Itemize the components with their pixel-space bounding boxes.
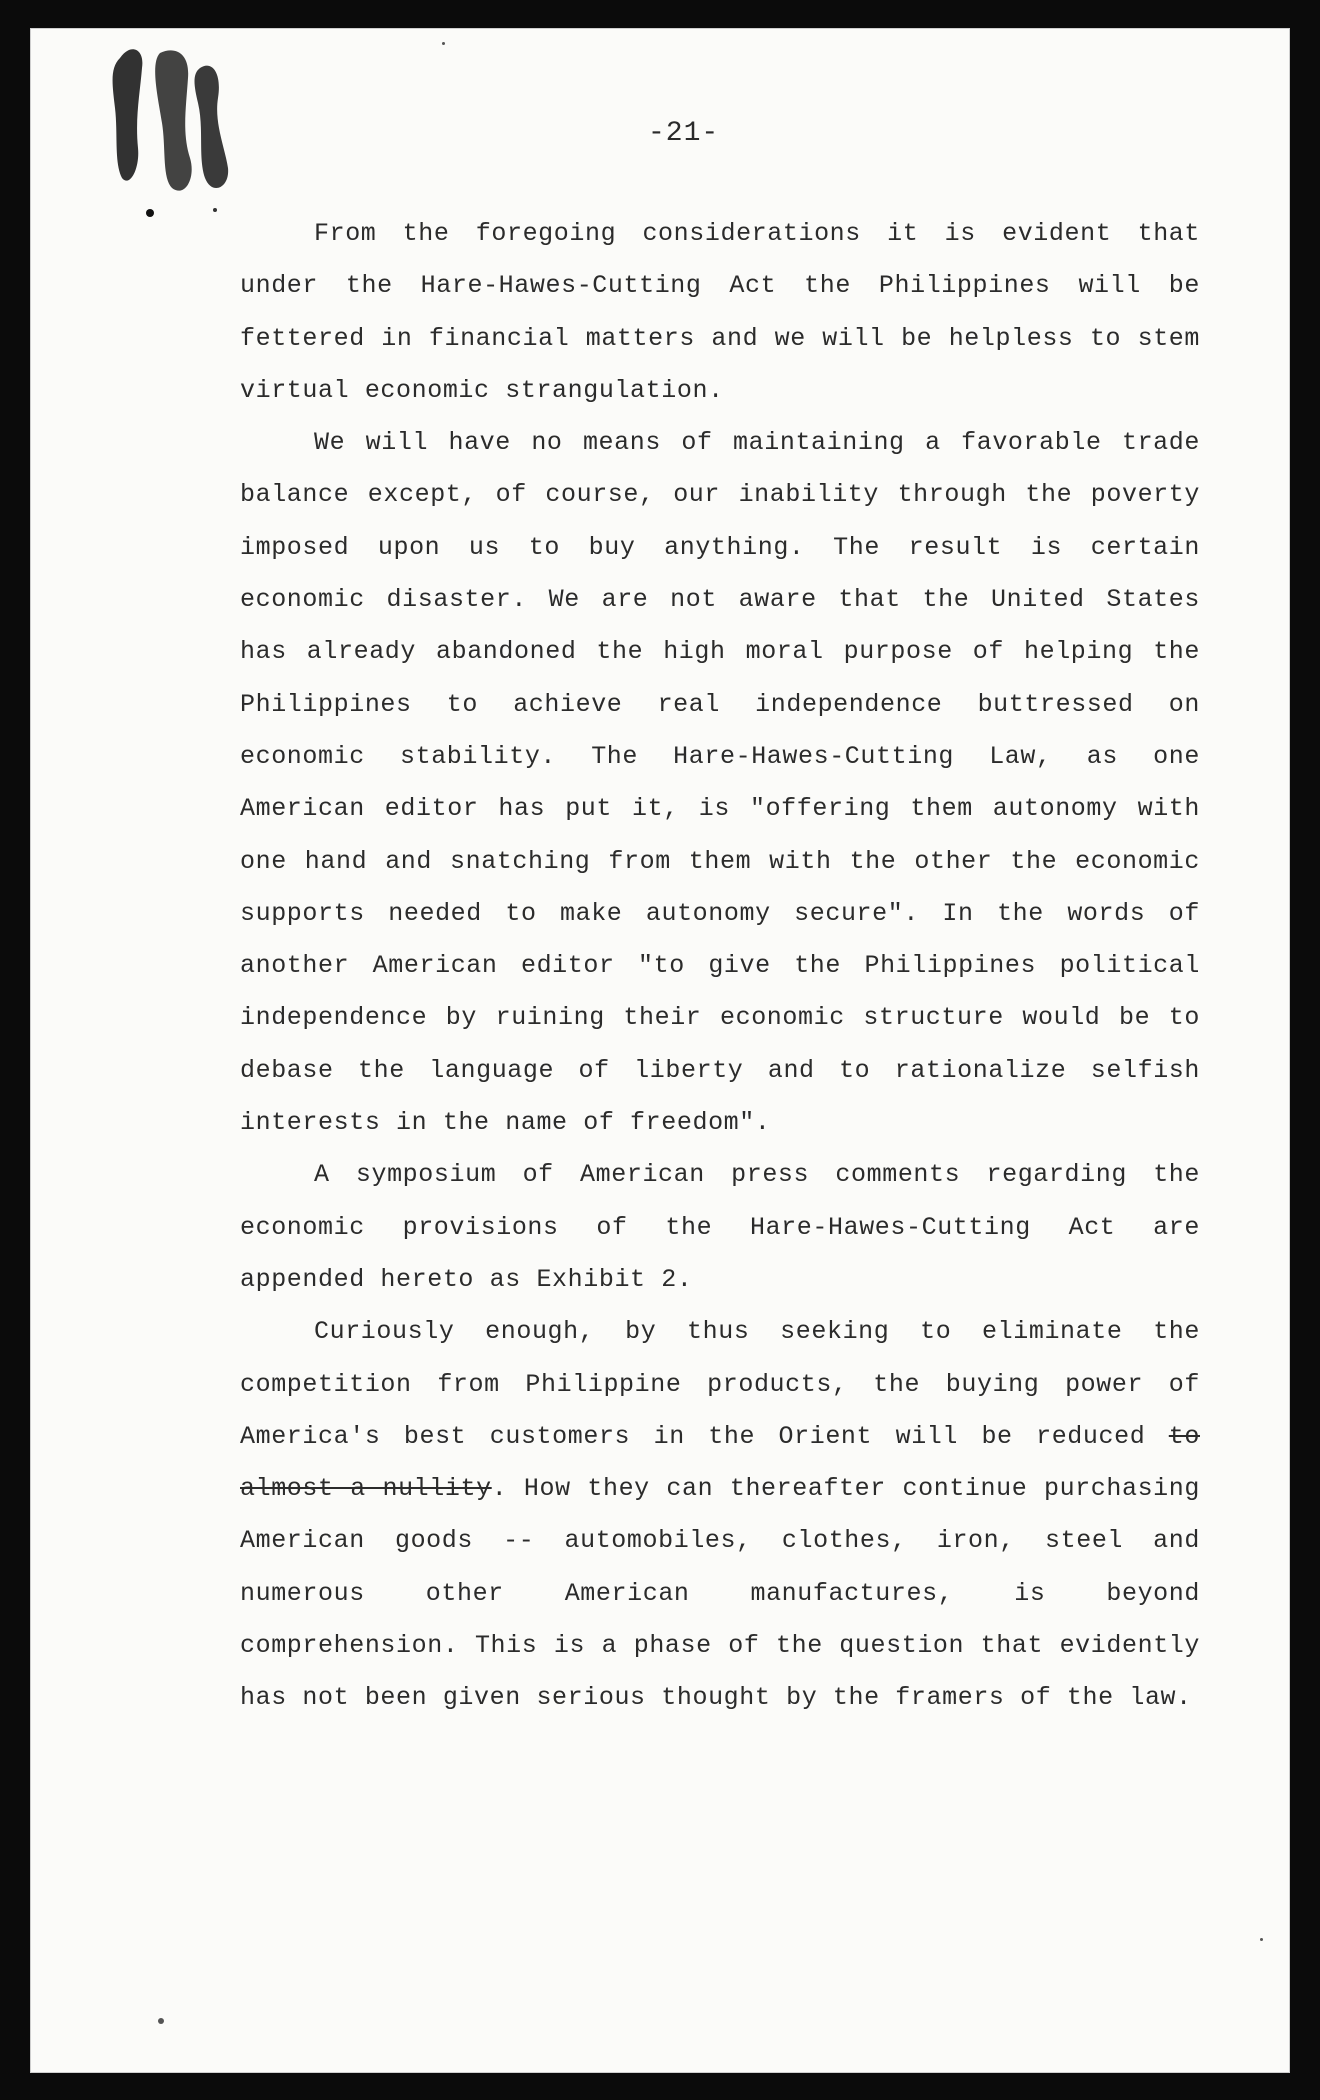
document-page [30,28,1290,2073]
page-number: -21- [648,118,720,149]
paragraph-3: A symposium of American press comments regarding the economic provisions of the Hare-Hawes-Cutting Act are appended hereto as Exhibit 2. [240,1160,1200,1294]
paragraph-2: We will have no means of maintaining a favorable trade balance except, of course, our inability through the poverty imposed upon us to buy anything. The result is certain economic disaster. We are not aware that the United States has already abandoned the high moral purpose of helping the Philippines to achieve real independence buttressed on economic stability. The Hare-Hawes-Cutting Law, as one American editor has put it, is "offering them autonomy with one hand and snatching from them with the other the economic supports needed to make autonomy secure". In the words of another American editor "to give the Philippines political independence by ruining their economic structure would be to debase the language of liberty and to rationalize selfish interests in the name of freedom". [240,428,1200,1138]
paragraph-4-after: . How they can thereafter continue purchasing American goods -- automobiles, clothes, iron, steel and numerous other American manufactures, is beyond comprehension. This is a phase of the question that evidently has not been given serious thought by the framers of the law. [240,1474,1200,1713]
paragraph-4 [240,1306,1200,1724]
ink-speck [442,42,445,45]
struck-through-text: to almost a nullity [240,1421,1200,1504]
body-text [240,208,1200,1725]
ink-speck [158,2018,164,2024]
paragraph-4-before: Curiously enough, by thus seeking to eliminate the competition from Philippine products, the buying power of America's best customers in the Orient will be reduced [240,1317,1200,1451]
ink-blot-stain [100,38,250,228]
paragraph-1: From the foregoing considerations it is evident that under the Hare-Hawes-Cutting Act the Philippines will be fettered in financial matters and we will be helpless to stem virtual economic strangulation. [240,219,1200,405]
ink-speck [1260,1938,1263,1941]
